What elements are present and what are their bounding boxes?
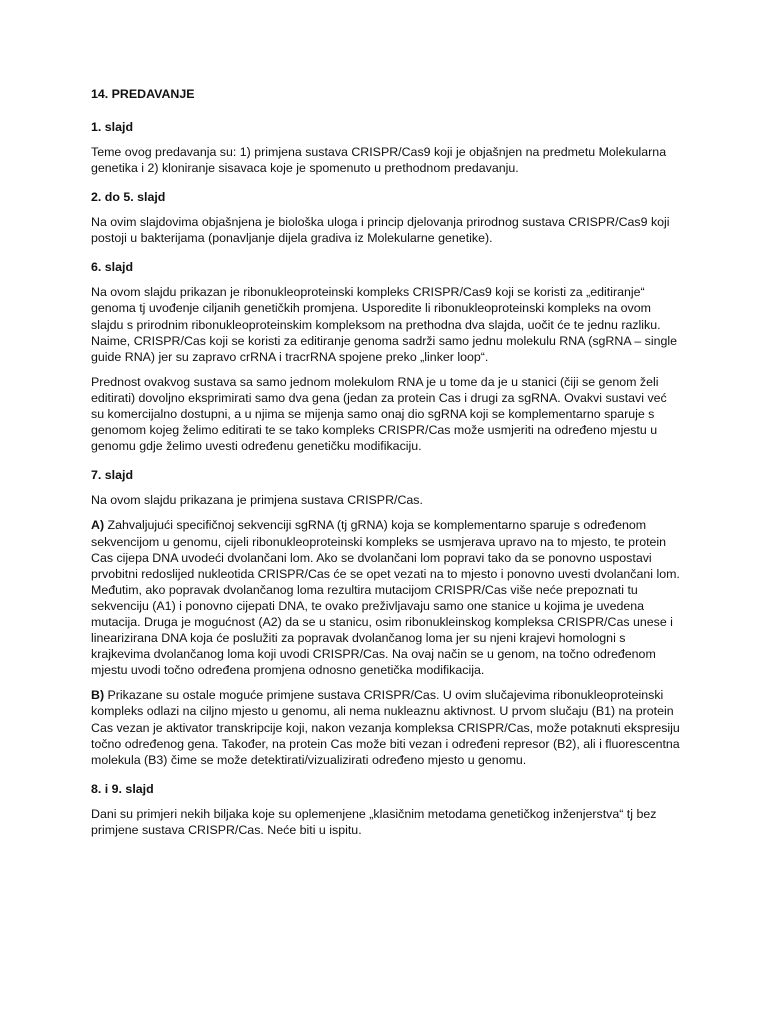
section-heading: 7. slajd xyxy=(91,468,134,483)
section-slide-7 xyxy=(91,467,682,768)
section-heading: 1. slajd xyxy=(91,120,134,134)
paragraph: Na ovim slajdovima objašnjena je biološka uloga i princip djelovanja prirodnog sustava CRISPR/Cas9 koji postoji u bakterijama (ponavljanje dijela gradiva iz Molekularne genetike). xyxy=(91,215,670,246)
paragraph: Na ovom slajdu prikazan je ribonukleoproteinski kompleks CRISPR/Cas9 koji se koristi za „editiranje“ genoma tj uvođenje ciljanih genetičkih promjena. Usporedite li ribonukleoproteinski kompleks na ovom slajdu s prirodnim ribonukleoproteinskim kompleksom na prethodna dva slajda, uočit će te jednu razliku. Naime, CRISPR/Cas koji se koristi za editiranje genoma sadrži samo jednu molekulu RNA (sgRNA – single guide RNA) jer su zapravo crRNA i tracrRNA spojene preko „linker loop“. xyxy=(91,285,678,364)
section-heading: 2. do 5. slajd xyxy=(91,190,166,205)
paragraph: Teme ovog predavanja su: 1) primjena sustava CRISPR/Cas9 koji je objašnjen na predmetu Molekularna genetika i 2) kloniranje sisavaca koje je spomenuto u prethodnom predavanju. xyxy=(91,145,667,176)
paragraph: Na ovom slajdu prikazana je primjena sustava CRISPR/Cas. xyxy=(91,493,423,508)
paragraph-label: B) xyxy=(91,688,105,703)
paragraph-b xyxy=(91,687,682,767)
paragraph: Dani su primjeri nekih biljaka koje su oplemenjene „klasičnim metodama genetičkog inženjerstva“ tj bez primjene sustava CRISPR/Cas. Neće biti u ispitu. xyxy=(91,806,657,837)
paragraph-text: Zahvaljujući specifičnoj sekvenciji sgRNA (tj gRNA) koja se komplementarno sparuje s određenom sekvencijom u genomu, cijeli ribonukleoproteinski kompleks se usmjerava upravo na to mjesto, te protein Cas cijepa DNA uvodeći dvolančani lom. Ako se dvolančani lom popravi tako da se ponovno uspostavi prvobitni redoslijed nukleotida CRISPR/Cas će se opet vezati na to mjesto i ponovno uvesti dvolančani lom. Međutim, ako popravak dvolančanog loma rezultira mutacijom CRISPR/Cas više neće prepoznati tu sekvenciju (A1) i ponovno cijepati DNA, te ovako preživljavaju samo one stanice u kojima je uvedena mutacija. Druga je mogućnost (A2) da se u stanicu, osim ribonukleinskog kompleksa CRISPR/Cas unese i linearizirana DNA koja će poslužiti za popravak dvolančanog loma jer su njeni krajevi homologni s krajkevima dvolančanog loma koji uvodi CRISPR/Cas. Na ovaj način se u genom, na točno određenom mjestu uvodi točno određena promjena odnosno genetička modifikacija. xyxy=(91,518,680,678)
section-slides-8-9 xyxy=(91,781,682,838)
section-slide-1 xyxy=(91,119,682,176)
section-heading: 8. i 9. slajd xyxy=(91,781,154,796)
paragraph: Prednost ovakvog sustava sa samo jednom molekulom RNA je u tome da je u stanici (čiji se genom želi editirati) dovoljno eksprimirati samo dva gena (jedan za protein Cas i drugi za sgRNA. Ovakvi sustavi već su komercijalno dostupni, a u njima se mijenja samo onaj dio sgRNA koji se komplementarno sparuje s genomom kojeg želimo editirati te se tako kompleks CRISPR/Cas može usmjeriti na određeno mjestu u genomu gdje želimo uvesti određenu genetičku modifikaciju. xyxy=(91,374,667,454)
paragraph-label: A) xyxy=(91,518,105,533)
section-slides-2-5 xyxy=(91,189,682,246)
section-heading: 6. slajd xyxy=(91,260,134,275)
paragraph-a xyxy=(91,517,682,678)
paragraph-text: Prikazane su ostale moguće primjene sustava CRISPR/Cas. U ovim slučajevima ribonukleoproteinski kompleks odlazi na ciljno mjesto u genomu, ali nema nukleaznu aktivnost. U prvom slučaju (B1) na protein Cas vezan je aktivator transkripcije koji, nakon vezanja kompleksa CRISPR/Cas, može potaknuti ekspresiju točno određenog gena. Također, na protein Cas može biti vezan i određeni represor (B2), ali i fluorescentna molekula (B3) čime se može detektirati/vizualizirati određeno mjesto u genomu. xyxy=(91,688,680,767)
section-slide-6 xyxy=(91,259,682,454)
document-title: 14. PREDAVANJE xyxy=(91,87,195,101)
